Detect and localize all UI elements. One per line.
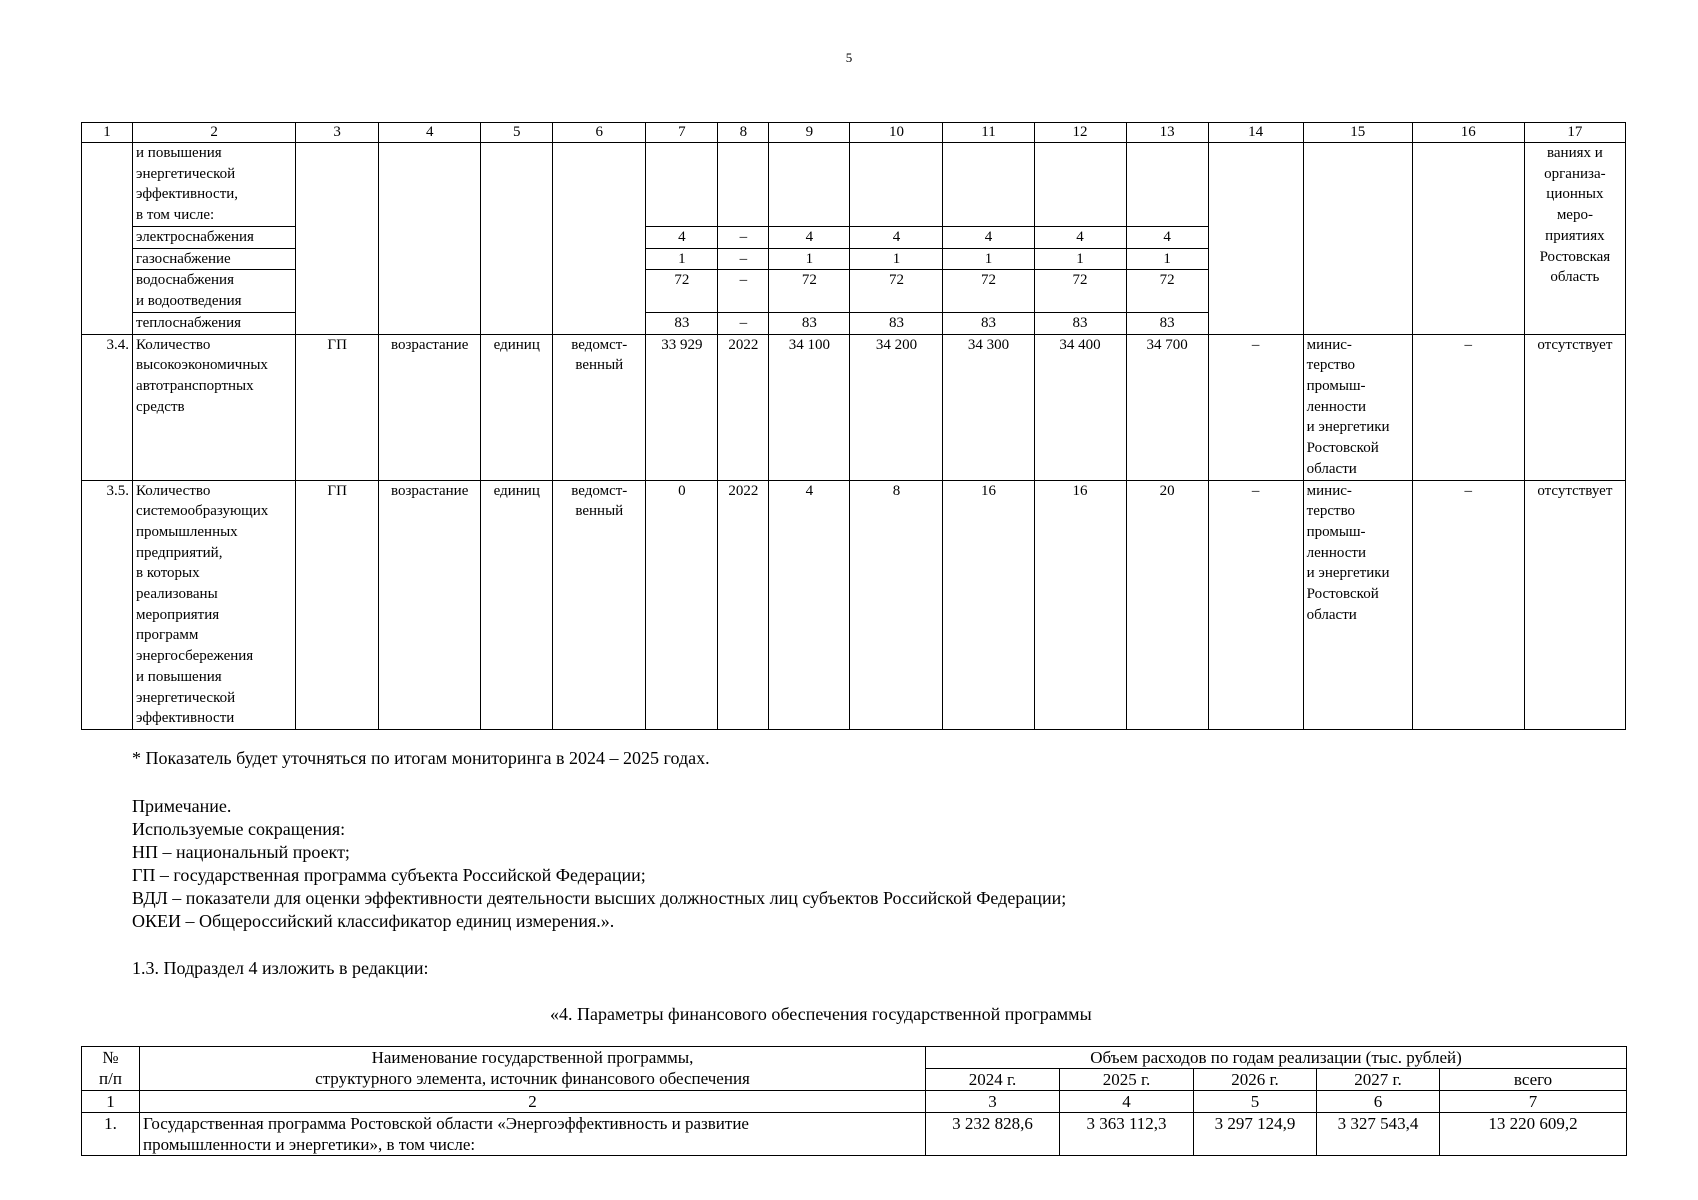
cell-col14: – xyxy=(1208,334,1303,480)
cell-value: 34 400 xyxy=(1034,334,1126,480)
cell-name: теплоснабжения xyxy=(133,312,296,334)
cell-value: 83 xyxy=(1034,312,1126,334)
cell-value: 4 xyxy=(769,227,850,249)
col-header-year: 2026 г. xyxy=(1194,1069,1317,1091)
cell-value: 3 297 124,9 xyxy=(1194,1113,1317,1156)
col-number: 4 xyxy=(1060,1091,1194,1113)
col-header: 10 xyxy=(850,123,943,143)
cell-col16: – xyxy=(1412,334,1524,480)
col-header: 7 xyxy=(646,123,718,143)
cell-value: 34 100 xyxy=(769,334,850,480)
col-header: 14 xyxy=(1208,123,1303,143)
cell-trend: возрастание xyxy=(379,334,481,480)
cell-type: ГП xyxy=(296,480,379,729)
cell-value: – xyxy=(718,227,769,249)
cell-name: водоснабжения и водоотведения xyxy=(133,270,296,312)
col-header: 6 xyxy=(553,123,646,143)
col-number: 6 xyxy=(1317,1091,1440,1113)
col-header-name: Наименование государственной программы, структурного элемента, источник финансового обеспечения xyxy=(140,1047,926,1091)
cell-col14: – xyxy=(1208,480,1303,729)
col-number: 3 xyxy=(926,1091,1060,1113)
cell-col17: отсутствует xyxy=(1524,334,1625,480)
col-header: 5 xyxy=(481,123,553,143)
footnote: * Показатель будет уточняться по итогам мониторинга в 2024 – 2025 годах. xyxy=(132,748,710,768)
cell-value: – xyxy=(718,248,769,270)
col-number: 5 xyxy=(1194,1091,1317,1113)
cell-value: 3 363 112,3 xyxy=(1060,1113,1194,1156)
note-line: НП – национальный проект; xyxy=(132,842,350,862)
cell-value: 34 700 xyxy=(1126,334,1208,480)
cell-value: 1 xyxy=(646,248,718,270)
cell-trend: возрастание xyxy=(379,480,481,729)
cell-unit: единиц xyxy=(481,334,553,480)
cell-value: 2022 xyxy=(718,480,769,729)
cell-source: ведомст- венный xyxy=(553,334,646,480)
table-row xyxy=(82,143,1626,227)
cell-value: 33 929 xyxy=(646,334,718,480)
col-header-year: 2027 г. xyxy=(1317,1069,1440,1091)
cell-responsible: минис- терство промыш- ленности и энергетики Ростовской области xyxy=(1303,480,1412,729)
col-header: 17 xyxy=(1524,123,1625,143)
cell-value: 4 xyxy=(943,227,1034,249)
col-header: 4 xyxy=(379,123,481,143)
col-number: 1 xyxy=(82,1091,140,1113)
cell-value: 83 xyxy=(943,312,1034,334)
cell-col16: – xyxy=(1412,480,1524,729)
cell-value: 20 xyxy=(1126,480,1208,729)
cell-value: 83 xyxy=(1126,312,1208,334)
cell-value: 34 200 xyxy=(850,334,943,480)
note-title: Примечание. xyxy=(132,796,232,816)
cell-value: 2022 xyxy=(718,334,769,480)
cell-value: 1 xyxy=(943,248,1034,270)
cell-value: 13 220 609,2 xyxy=(1440,1113,1627,1156)
cell-num: 1. xyxy=(82,1113,140,1156)
col-number: 2 xyxy=(140,1091,926,1113)
cell-value: 1 xyxy=(1126,248,1208,270)
col-header-volume: Объем расходов по годам реализации (тыс. рублей) xyxy=(926,1047,1627,1069)
cell-value: 4 xyxy=(769,480,850,729)
col-header: 2 xyxy=(133,123,296,143)
col-header-year: 2025 г. xyxy=(1060,1069,1194,1091)
cell-type: ГП xyxy=(296,334,379,480)
cell-unit: единиц xyxy=(481,480,553,729)
cell-num: 3.5. xyxy=(82,480,133,729)
cell-value: 1 xyxy=(769,248,850,270)
cell-value: 72 xyxy=(646,270,718,312)
cell-value: – xyxy=(718,270,769,312)
cell-value: 4 xyxy=(1126,227,1208,249)
page-number: 5 xyxy=(845,50,853,65)
col-header: 1 xyxy=(82,123,133,143)
note-line: ОКЕИ – Общероссийский классификатор единиц измерения.». xyxy=(132,911,615,931)
col-header: 15 xyxy=(1303,123,1412,143)
table-row xyxy=(82,334,1626,480)
col-header-year: 2024 г. xyxy=(926,1069,1060,1091)
cell-value: 0 xyxy=(646,480,718,729)
col-header: 9 xyxy=(769,123,850,143)
note-line: ГП – государственная программа субъекта Российской Федерации; xyxy=(132,865,646,885)
cell-value: 83 xyxy=(850,312,943,334)
table-header-row xyxy=(82,123,1626,143)
cell-value: 72 xyxy=(943,270,1034,312)
cell-num: 3.4. xyxy=(82,334,133,480)
col-header: 11 xyxy=(943,123,1034,143)
cell-value: 83 xyxy=(769,312,850,334)
section-title: «4. Параметры финансового обеспечения государственной программы xyxy=(550,1004,1092,1024)
col-header: 12 xyxy=(1034,123,1126,143)
cell-responsible: минис- терство промыш- ленности и энергетики Ростовской области xyxy=(1303,334,1412,480)
cell-name: Количество системообразующих промышленных предприятий, в которых реализованы мероприятия программ энергосбережения и повышения энергетической эффективности xyxy=(133,480,296,729)
cell-value: 3 232 828,6 xyxy=(926,1113,1060,1156)
indicators-table xyxy=(81,122,1626,730)
cell-value: 1 xyxy=(850,248,943,270)
table-header-row xyxy=(82,1047,1627,1069)
column-number-row xyxy=(82,1091,1627,1113)
cell-value: 4 xyxy=(1034,227,1126,249)
cell-value: 4 xyxy=(646,227,718,249)
instruction: 1.3. Подраздел 4 изложить в редакции: xyxy=(132,958,429,978)
col-header-total: всего xyxy=(1440,1069,1627,1091)
table-row xyxy=(82,1113,1627,1156)
cell-value: 8 xyxy=(850,480,943,729)
cell-name: Государственная программа Ростовской области «Энергоэффективность и развитие промышленности и энергетики», в том числе: xyxy=(140,1113,926,1156)
cell-name: газоснабжение xyxy=(133,248,296,270)
cell-value: 72 xyxy=(1126,270,1208,312)
cell-value: 72 xyxy=(1034,270,1126,312)
col-header: 16 xyxy=(1412,123,1524,143)
cell-value: 16 xyxy=(1034,480,1126,729)
cell-value: 83 xyxy=(646,312,718,334)
col-header: 8 xyxy=(718,123,769,143)
cell-value: 16 xyxy=(943,480,1034,729)
note-line: Используемые сокращения: xyxy=(132,819,346,839)
cell-value: 3 327 543,4 xyxy=(1317,1113,1440,1156)
cell-value: 34 300 xyxy=(943,334,1034,480)
table-row xyxy=(82,480,1626,729)
note-line: ВДЛ – показатели для оценки эффективности деятельности высших должностных лиц субъектов Российской Федерации; xyxy=(132,888,1067,908)
cell-col17: ваниях и организа- ционных меро- приятиях Ростовская область xyxy=(1524,143,1625,335)
cell-name: и повышения энергетической эффективности, в том числе: xyxy=(133,143,296,227)
cell-name: электроснабжения xyxy=(133,227,296,249)
cell-value: 1 xyxy=(1034,248,1126,270)
col-header: 13 xyxy=(1126,123,1208,143)
cell-value: – xyxy=(718,312,769,334)
finance-table xyxy=(81,1046,1627,1156)
cell-value: 72 xyxy=(850,270,943,312)
cell-value: 72 xyxy=(769,270,850,312)
col-header-num: № п/п xyxy=(82,1047,140,1091)
col-header: 3 xyxy=(296,123,379,143)
cell-col17: отсутствует xyxy=(1524,480,1625,729)
cell-value: 4 xyxy=(850,227,943,249)
col-number: 7 xyxy=(1440,1091,1627,1113)
cell-name: Количество высокоэкономичных автотранспортных средств xyxy=(133,334,296,480)
cell-source: ведомст- венный xyxy=(553,480,646,729)
